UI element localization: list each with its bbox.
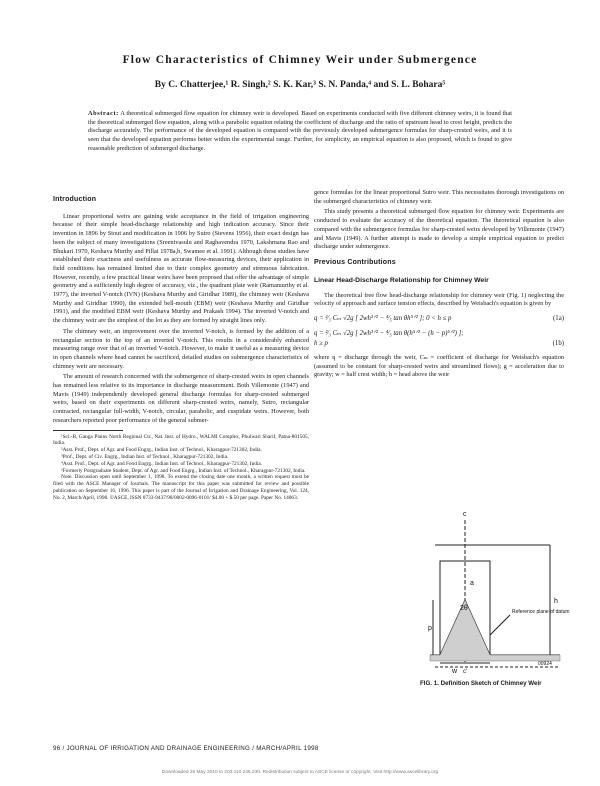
equation-1a-body: q = ²⁄₃ Cₘ √2g [ 2wh³ᐟ² − ⁴⁄₅ tan θh⁵ᐟ² ]; 0 < h ≤ p [314, 315, 452, 323]
section-heading-previous: Previous Contributions [314, 258, 396, 266]
right-column [314, 189, 564, 382]
label-reference: Reference plane of datum [512, 609, 570, 615]
intro-paragraph-2: The chimney weir, an improvement over the inverted V-notch, is formed by the addition of a rectangular section to the top of an inverted V-notch. This results in a considerably enhanced measuring range over that of an inverted V-notch. However, to make it useful as a measuring device in open channels where head cannot be sacrificed, detailed studies on submergence characteristics of chimney weir are necessary. [53, 327, 309, 370]
equation-1b [314, 329, 564, 349]
chimney-weir-figure [430, 505, 580, 675]
right-paragraph-1: gence formulas for the linear proportional Sutro weir. This necessitates thorough investigations on the submerged characteristics of chimney weir. [314, 189, 564, 205]
label-c-prime: c' [463, 669, 468, 675]
footnote-4: ⁴Asst. Prof., Dept. of Agr. and Food Engrg., Indian Inst. of Technol., Kharagpur-721302, India. [61, 460, 263, 467]
abstract [88, 110, 512, 154]
equation-1a [314, 314, 564, 324]
footnote-1: ¹Sci.-B, Ganga Plains North Regional Ctr., Nat. Inst. of Hydro., WALMI Complex, Phulwari Sharif, Patna-801505, India. [53, 433, 309, 447]
abstract-text: A theoretical submerged flow equation for chimney weir is developed. Based on experiments conducted with five different chimney weirs, it is found that the theoretical submerged flow equation, along with a parabolic equation relating the coefficient of discharge and the ratio of upstream head to crest height, predicts the discharge accurately. The performance of the developed equation is compared with the previously developed submergence formulas for sharp-crested weirs, and it is seen that the developed equation performs better within the experimental range. Further, for simplicity, an empirical equation is also proposed, which is found to give reasonable prediction of submerged discharge. [88, 110, 512, 152]
label-p: p [428, 625, 432, 632]
figure-caption: FIG. 1. Definition Sketch of Chimney Weir [420, 680, 542, 687]
download-notice: Downloaded 26 May 2010 to 203.110.246.230. Redistribution subject to ASCE license or copyright. Visit http://www.ascelibrary.org [161, 770, 439, 775]
label-dimension: 00924 [538, 661, 552, 667]
right-paragraph-3: The theoretical free flow head-discharge relationship for chimney weir (Fig. 1) neglecting the velocity of approach and surface tension effects, described by Weisbach's equation is given by [314, 291, 564, 308]
abstract-label: Abstract: [88, 110, 119, 117]
footnote-note: Note. Discussion open until September 1, 1998. To extend the closing date one month, a written request must be filed with the ASCE Manager of Journals. The manuscript for this paper was submitted for review and possible publication on September 16, 1996. This paper is part of the Journal of Irrigation and Drainage Engineering, Vol. 124, No. 2, March/April, 1998. ©ASCE, ISSN 0733-9437/98/0002-0096-0101/ $4.00 + $.50 per page. Paper No. 14063. [53, 474, 309, 501]
footnote-2: ²Asst. Prof., Dept. of Agr. and Food Engrg., Indian Inst. of Technol., Kharagpur-721302, India. [61, 447, 262, 454]
reference-leader [490, 615, 510, 635]
equation-1b-number: (1b) [552, 340, 564, 348]
equation-1b-condition: h ≥ p [314, 340, 328, 348]
label-c: c [463, 511, 467, 518]
left-column [53, 189, 309, 502]
equation-1b-body: q = ²⁄₃ Cₘ √2g [ 2wh³ᐟ² − ⁴⁄₅ tan θ(h⁵ᐟ² − (h − p)⁵ᐟ²) ]; [314, 330, 464, 338]
paper-title: Flow Characteristics of Chimney Weir under Submergence [122, 54, 478, 66]
footnotes [53, 434, 309, 502]
right-paragraph-4: where q = discharge through the weir, Cₘ = coefficient of discharge for Weisbach's equation (assumed to be constant for sharp-crested weirs and streamlined flows); g = acceleration due to gravity; w = half crest width; h = head above the weir [314, 354, 564, 379]
subsection-heading: Linear Head-Discharge Relationship for Chimney Weir [314, 276, 489, 284]
label-a: a [470, 580, 474, 587]
intro-paragraph-1: Linear proportional weirs are gaining wide acceptance in the field of irrigation engineering because of their simple head-discharge relationship and high indication accuracy. Since their invention in 1896 by Stout and modification in 1906 by Sutro (Stevens 1956), their exact design has been the subject of many investigations (Sreenivasulu and Raghavendra 1970, Lakshmana Rao and Bhukari 1970, Keshava Murthy and Pillai 1978a,b, Swamee et al. 1991). Although these studies have established their exactness and usefulness as accurate flow-measuring devices, their application in field conditions has remained limited due to their complex geometry and strenuous fabrication. However, recently, a few practical linear weirs have been proposed that offer the advantage of simple geometry and a sufficiently high degree of accuracy, viz., the quadrant plate weir (Ramamurthy et al. 1977), the inverted V-notch (IVN) (Keshava Murthy and Giridhar 1989), the chimney weir (Keshava Murthy and Giridhar 1990), the extended bell-mouth (EBM) weir (Keshava Murthy and Giridhar 1991), and the modified EBM weir (Keshava Murthy and Prakash 1994). The inverted V-notch and the chimney weir are the simplest of the lot as they are formed by straight lines only. [53, 212, 309, 325]
label-w: w [452, 668, 458, 675]
equation-1a-number: (1a) [553, 315, 564, 323]
footnote-5: ⁵Formerly Postgraduate Student, Dept. of Agr. and Food Engrg., Indian Inst. of Technol., Kharagpur-721302, India. [61, 467, 306, 474]
journal-footer: 96 / JOURNAL OF IRRIGATION AND DRAINAGE ENGINEERING / MARCH/APRIL 1998 [53, 745, 319, 752]
label-2theta: 2θ [460, 605, 468, 612]
label-h: h [554, 598, 558, 605]
author-list: By C. Chatterjee,¹ R. Singh,² S. K. Kar,³ S. N. Panda,⁴ and S. L. Bohara⁵ [154, 80, 446, 90]
footnote-rule [53, 430, 123, 431]
footnote-3: ³Prof., Dept. of Civ. Engrg., Indian Inst. of Technol., Kharagpur-721302, India. [61, 453, 229, 460]
intro-paragraph-3: The amount of research concerned with the submergence of sharp-crested weirs in open channels has remained less relative to its importance in discharge measurement. Both Villemonte (1947) and Mavis (1949) independently developed general discharge formulas for sharp-crested submerged weirs, based on their experiments on different sharp-crested weirs, namely, Sutro, rectangular contracted, rectangular full-width, V-notch, circular, parabolic, and cuspidate weirs. However, both researchers reported poor performance of the general submer- [53, 373, 309, 424]
right-paragraph-2: This study presents a theoretical submerged flow equation for chimney weir. Experiments are conducted to evaluate the accuracy of the theoretical equation. The theoretical equation is also compared with the submergence formulas for sharp-crested weirs developed by Villemonte (1947) and Mavis (1949). A further attempt is made to develop a simple empirical equation to predict discharge under submergence. [314, 208, 564, 251]
section-heading-introduction: Introduction [53, 196, 97, 203]
